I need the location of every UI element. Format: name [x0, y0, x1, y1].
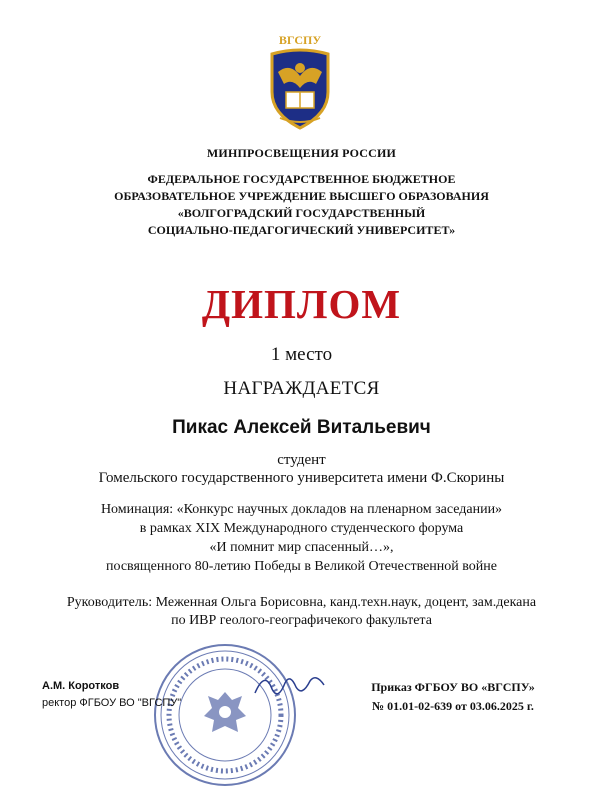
nomination-block: [0, 500, 603, 576]
order-title: Приказ ФГБОУ ВО «ВГСПУ»: [371, 680, 535, 694]
organization-name: [0, 171, 603, 239]
university-emblem-icon: [250, 32, 350, 132]
nomination-line: «И помнит мир спасенный…»,: [209, 540, 394, 555]
order-number: № 01.01-02-639 от 03.06.2025 г.: [372, 699, 534, 713]
signatory-name: А.М. Коротков: [42, 680, 120, 692]
diploma-title: ДИПЛОМ: [201, 281, 402, 327]
nomination-line: посвященного 80-летию Победы в Великой Отечественной войне: [105, 559, 497, 574]
nomination-line: в рамках XIX Международного студенческого форума: [139, 521, 464, 536]
signatory-block: [42, 678, 181, 712]
order-block: [348, 678, 558, 716]
supervisor-block: [0, 594, 603, 630]
recipient-university: Гомельского государственного университета имени Ф.Скорины: [98, 470, 505, 486]
supervisor-line: Руководитель: Меженная Ольга Борисовна, канд.техн.наук, доцент, зам.декана: [66, 595, 537, 610]
signature-icon: [250, 665, 330, 705]
signatory-position: ректор ФГБОУ ВО "ВГСПУ": [42, 697, 182, 709]
ministry-title: МИНПРОСВЕЩЕНИЯ РОССИИ: [206, 146, 397, 160]
recipient-name: Пикас Алексей Витальевич: [172, 417, 431, 438]
supervisor-line: по ИВР геолого-географичекого факультета: [171, 613, 432, 628]
recipient-role: студент: [277, 452, 326, 468]
svg-text:ВГСПУ: ВГСПУ: [278, 33, 322, 47]
nomination-line: Номинация: «Конкурс научных докладов на пленарном заседании»: [100, 502, 503, 517]
org-line: СОЦИАЛЬНО-ПЕДАГОГИЧЕСКИЙ УНИВЕРСИТЕТ»: [147, 223, 456, 237]
org-line: ОБРАЗОВАТЕЛЬНОЕ УЧРЕЖДЕНИЕ ВЫСШЕГО ОБРАЗОВАНИЯ: [114, 189, 489, 203]
place-text: 1 место: [270, 344, 333, 365]
awarded-heading: НАГРАЖДАЕТСЯ: [223, 378, 380, 399]
org-line: «ВОЛГОГРАДСКИЙ ГОСУДАРСТВЕННЫЙ: [177, 206, 426, 220]
official-seal-icon: [150, 640, 300, 790]
org-line: ФЕДЕРАЛЬНОЕ ГОСУДАРСТВЕННОЕ БЮДЖЕТНОЕ: [147, 172, 456, 186]
